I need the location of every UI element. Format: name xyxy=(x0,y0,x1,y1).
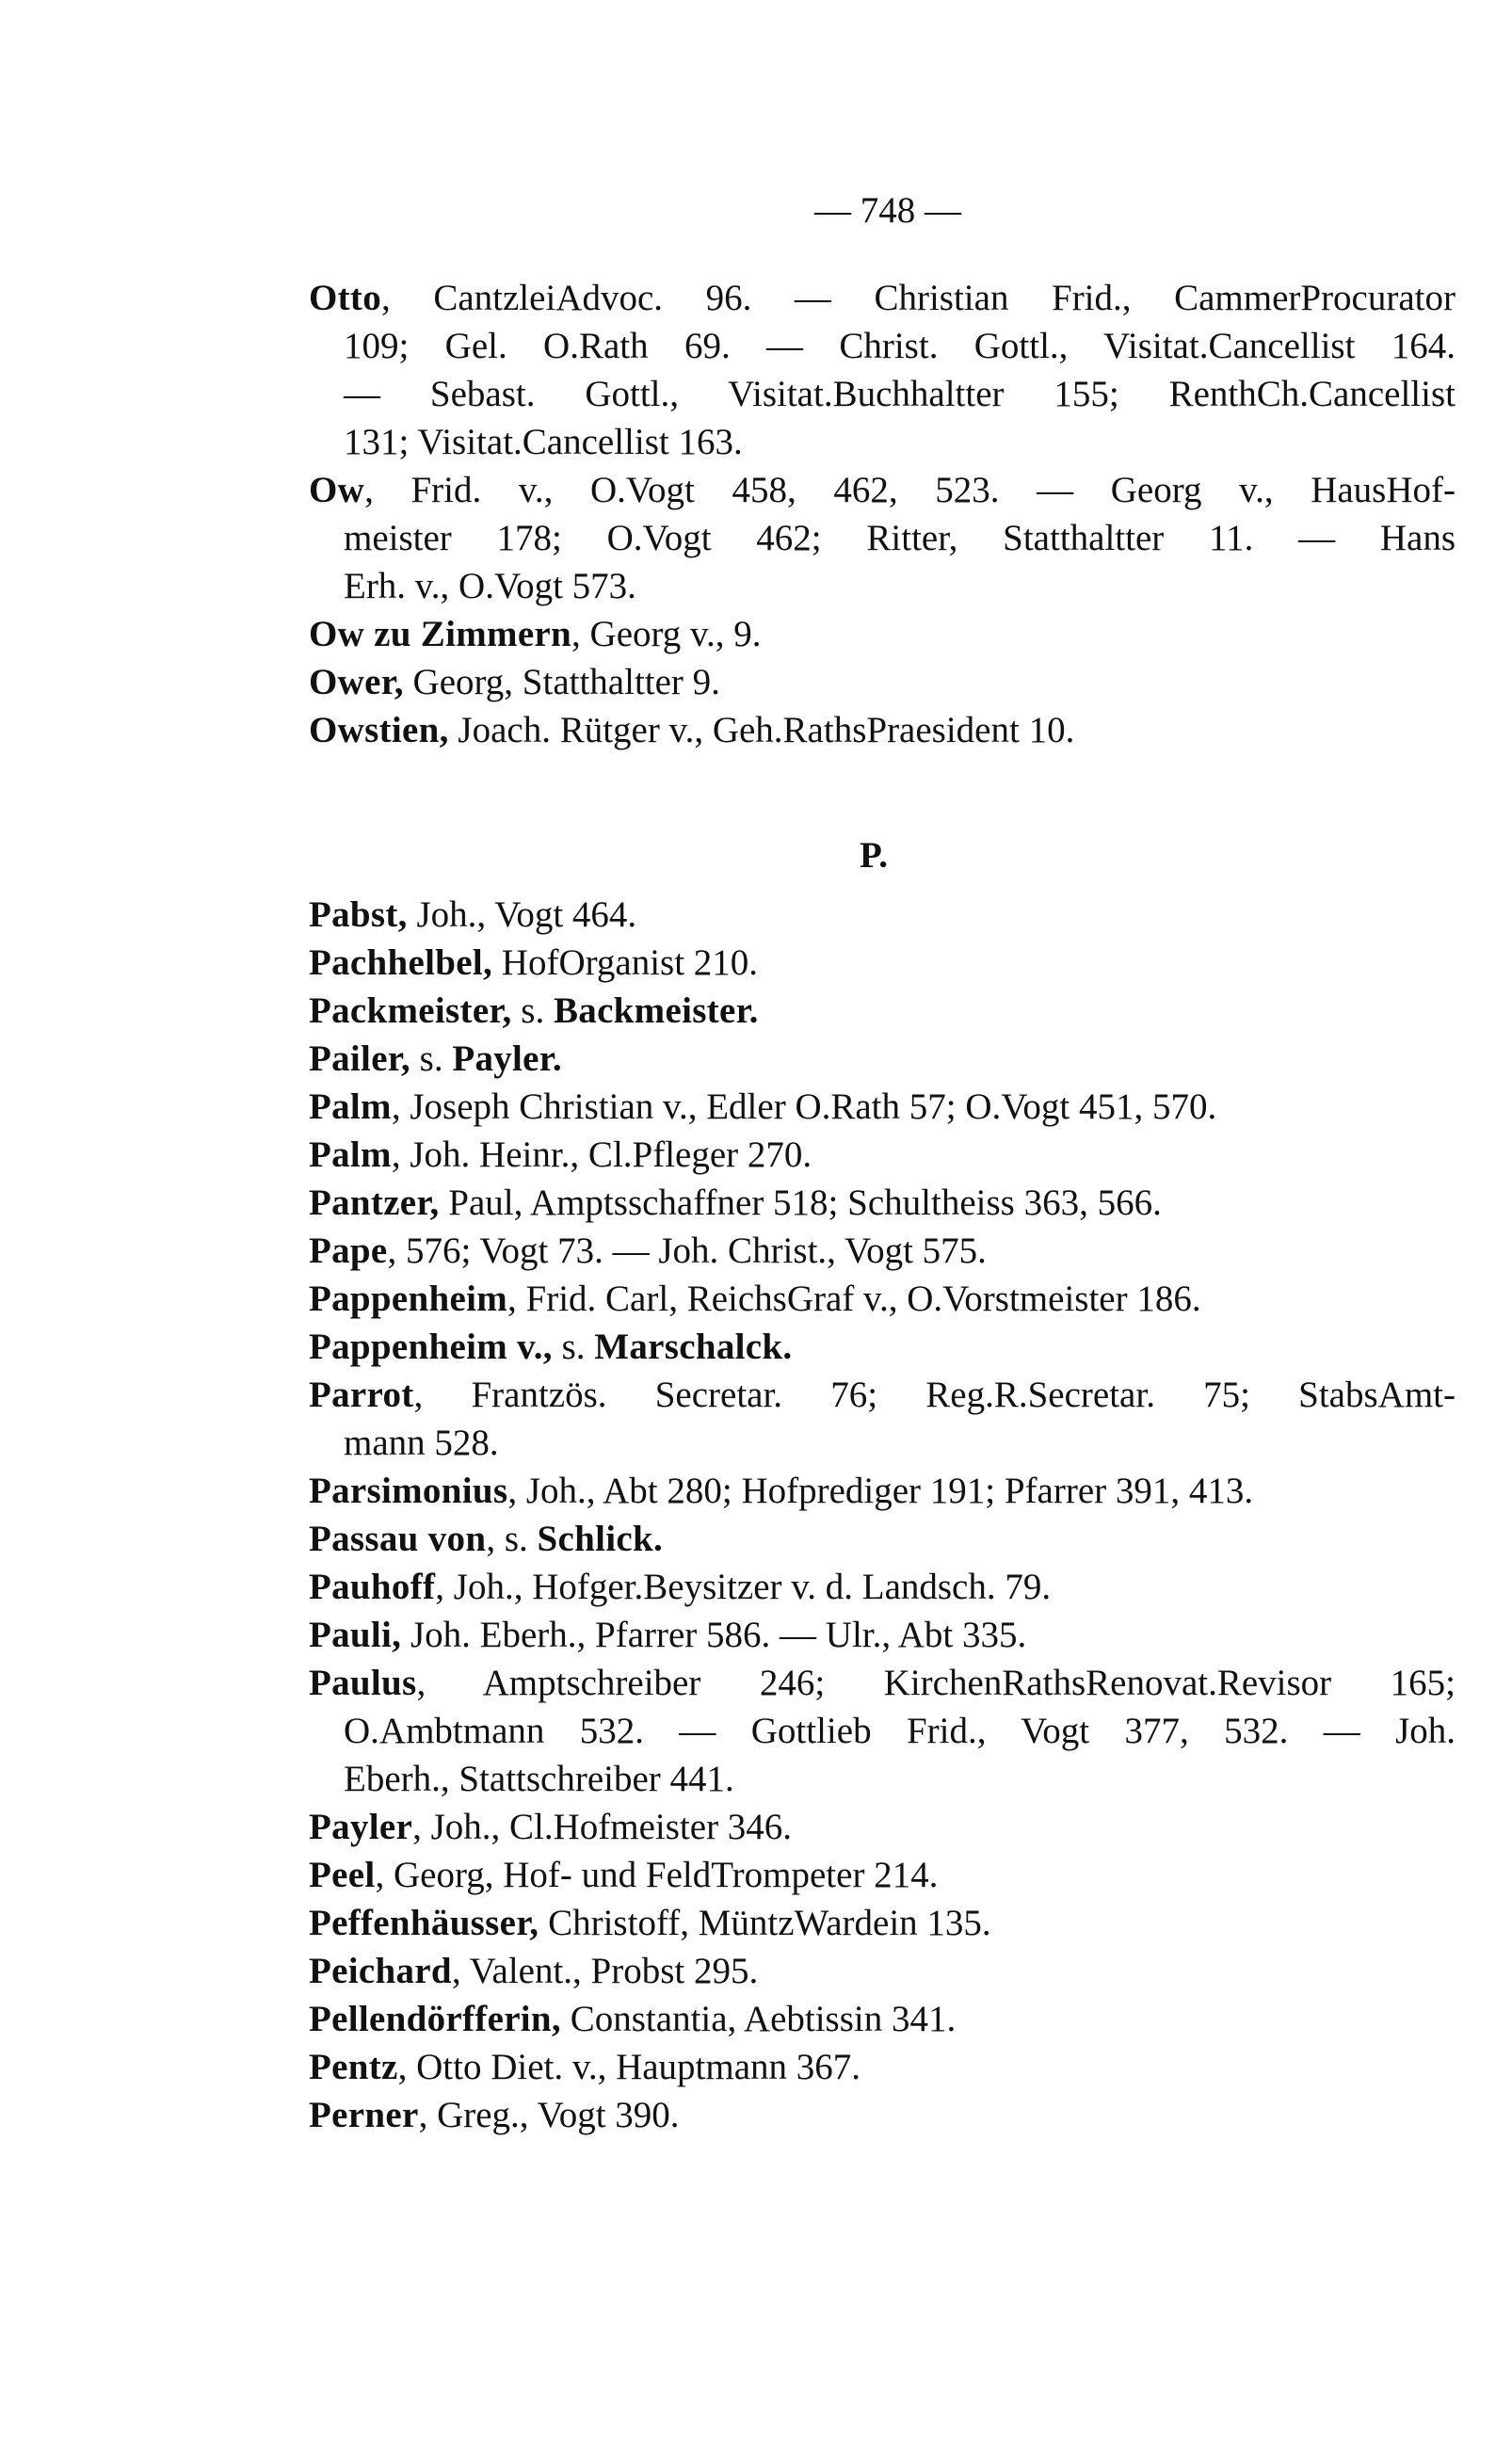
entry-text: , s. xyxy=(486,1519,538,1559)
entry-line xyxy=(309,1803,1456,1851)
entry-name: Pentz xyxy=(309,2047,398,2087)
index-entry xyxy=(309,610,1456,658)
entry-line xyxy=(309,514,1456,562)
index-entry xyxy=(309,1851,1456,1899)
index-entry xyxy=(309,1899,1456,1947)
entry-text: , Frid. Carl, ReichsGraf v., O.Vorstmeister 186. xyxy=(507,1279,1201,1319)
cross-reference: Schlick. xyxy=(537,1519,664,1559)
entry-name: Pappenheim xyxy=(309,1279,508,1319)
index-entry xyxy=(309,1563,1456,1611)
entry-name: Pape xyxy=(309,1231,388,1271)
entry-name: Ow xyxy=(309,470,365,510)
entry-text: , Otto Diet. v., Hauptmann 367. xyxy=(397,2047,861,2087)
entry-name: Palm xyxy=(309,1086,392,1127)
entry-line xyxy=(309,1227,1456,1275)
entry-line xyxy=(309,1323,1456,1371)
entry-line xyxy=(309,1899,1456,1947)
entry-text: s. xyxy=(511,990,554,1031)
entry-line xyxy=(309,2091,1456,2139)
entry-text: , Joh., Abt 280; Hofprediger 191; Pfarrer 391, 413. xyxy=(507,1471,1254,1511)
section-heading-p: P. xyxy=(860,835,888,876)
entry-name: Owstien, xyxy=(309,710,449,750)
index-entry xyxy=(309,1083,1456,1131)
entry-name: Perner xyxy=(309,2095,419,2135)
entry-name: Pellendörfferin, xyxy=(309,1999,561,2039)
entry-text: Eberh., Stattschreiber 441. xyxy=(344,1759,734,1799)
entry-text: 109; Gel. O.Rath 69. — Christ. Gottl., Visitat.Cancellist 164. xyxy=(344,326,1456,366)
entry-line xyxy=(309,466,1456,514)
entry-text: , Amptschreiber 246; KirchenRathsRenovat.Revisor 165; xyxy=(416,1663,1456,1703)
entry-line xyxy=(309,2043,1456,2091)
index-entry xyxy=(309,658,1456,706)
entry-line xyxy=(309,891,1456,939)
entry-name: Otto xyxy=(309,278,382,318)
entry-line xyxy=(309,370,1456,418)
entry-text: Joach. Rütger v., Geh.RathsPraesident 10. xyxy=(448,710,1075,750)
entry-name: Pachhelbel, xyxy=(309,942,493,983)
entry-name: Parsimonius xyxy=(309,1471,508,1511)
entry-text: Constantia, Aebtissin 341. xyxy=(560,1999,957,2039)
entry-name: Paulus xyxy=(309,1663,417,1703)
index-entry xyxy=(309,1947,1456,1995)
entry-name: Pabst, xyxy=(309,894,408,935)
entry-text: , Georg, Hof- und FeldTrompeter 214. xyxy=(375,1855,939,1895)
index-entry xyxy=(309,1467,1456,1515)
entry-name: Passau von xyxy=(309,1519,487,1559)
entry-name: Payler xyxy=(309,1807,413,1847)
entry-line xyxy=(309,610,1456,658)
index-entry xyxy=(309,1179,1456,1227)
entry-text: , Joh., Cl.Hofmeister 346. xyxy=(412,1807,793,1847)
entry-name: Peichard xyxy=(309,1951,452,1991)
entry-text: Paul, Amptsschaffner 518; Schultheiss 363, 566. xyxy=(439,1183,1162,1223)
entry-text: , Greg., Vogt 390. xyxy=(418,2095,680,2135)
entry-text: mann 528. xyxy=(344,1423,499,1463)
index-entry xyxy=(309,1995,1456,2043)
entry-text: , Joh., Hofger.Beysitzer v. d. Landsch. 79. xyxy=(435,1567,1052,1607)
index-entry xyxy=(309,987,1456,1035)
entry-name: Pauli, xyxy=(309,1615,402,1655)
entry-name: Parrot xyxy=(309,1375,414,1415)
entry-text: Joh. Eberh., Pfarrer 586. — Ulr., Abt 335. xyxy=(401,1615,1027,1655)
index-entry xyxy=(309,939,1456,987)
entry-line xyxy=(309,1179,1456,1227)
cross-reference: Payler. xyxy=(452,1038,562,1079)
entry-line xyxy=(309,1515,1456,1563)
entry-line xyxy=(309,706,1456,754)
index-entry xyxy=(309,1131,1456,1179)
entry-name: Pappenheim v., xyxy=(309,1327,553,1367)
index-entry xyxy=(309,1515,1456,1563)
entry-text: — Sebast. Gottl., Visitat.Buchhaltter 155; RenthCh.Cancellist xyxy=(344,374,1456,414)
entry-line xyxy=(309,562,1456,610)
entry-name: Pauhoff xyxy=(309,1567,436,1607)
entry-line xyxy=(309,1611,1456,1659)
entry-line xyxy=(309,418,1456,466)
entry-text: s. xyxy=(410,1038,453,1079)
entry-name: Pantzer, xyxy=(309,1183,440,1223)
entry-line xyxy=(309,1419,1456,1467)
index-entry xyxy=(309,1803,1456,1851)
index-entry xyxy=(309,1275,1456,1323)
index-entry xyxy=(309,1371,1456,1467)
entry-name: Peel xyxy=(309,1855,376,1895)
entry-text: , CantzleiAdvoc. 96. — Christian Frid., CammerProcurator xyxy=(381,278,1456,318)
entry-text: Erh. v., O.Vogt 573. xyxy=(344,566,636,606)
entry-line xyxy=(309,1371,1456,1419)
entry-name: Palm xyxy=(309,1134,392,1175)
entry-text: HofOrganist 210. xyxy=(492,942,759,983)
index-entry xyxy=(309,2043,1456,2091)
entry-name: Ow zu Zimmern xyxy=(309,614,572,654)
entry-name: Packmeister, xyxy=(309,990,512,1031)
page-number xyxy=(0,186,1512,234)
entry-text: , 576; Vogt 73. — Joh. Christ., Vogt 575. xyxy=(387,1231,987,1271)
cross-reference: Backmeister. xyxy=(553,990,759,1031)
index-section-p xyxy=(309,891,1456,2139)
entry-line xyxy=(309,658,1456,706)
entry-line xyxy=(309,1947,1456,1995)
entry-text: Joh., Vogt 464. xyxy=(407,894,637,935)
entry-line xyxy=(309,1275,1456,1323)
index-entry xyxy=(309,1035,1456,1083)
entry-text: Georg, Statthaltter 9. xyxy=(403,662,720,702)
index-entry xyxy=(309,466,1456,610)
entry-line xyxy=(309,1659,1456,1707)
entry-text: meister 178; O.Vogt 462; Ritter, Statthaltter 11. — Hans xyxy=(344,518,1456,558)
entry-text: , Frantzös. Secretar. 76; Reg.R.Secretar. 75; StabsAmt- xyxy=(413,1375,1456,1415)
entry-line xyxy=(309,1131,1456,1179)
cross-reference: Marschalck. xyxy=(594,1327,793,1367)
index-entry xyxy=(309,2091,1456,2139)
entry-text: , Frid. v., O.Vogt 458, 462, 523. — Georg v., HausHof- xyxy=(364,470,1456,510)
index-entry xyxy=(309,1611,1456,1659)
entry-line xyxy=(309,1467,1456,1515)
entry-name: Ower, xyxy=(309,662,404,702)
entry-text: O.Ambtmann 532. — Gottlieb Frid., Vogt 377, 532. — Joh. xyxy=(344,1711,1456,1751)
entry-line xyxy=(309,322,1456,370)
index-section-o xyxy=(309,274,1456,754)
index-entry xyxy=(309,1659,1456,1803)
entry-line xyxy=(309,987,1456,1035)
entry-name: Pailer, xyxy=(309,1038,410,1079)
index-entry xyxy=(309,1227,1456,1275)
entry-line xyxy=(309,939,1456,987)
entry-line xyxy=(309,1851,1456,1899)
index-entry xyxy=(309,1323,1456,1371)
entry-line xyxy=(309,1563,1456,1611)
entry-name: Peffenhäusser, xyxy=(309,1903,539,1943)
entry-text: s. xyxy=(552,1327,595,1367)
entry-text: Christoff, MüntzWardein 135. xyxy=(539,1903,991,1943)
index-entry xyxy=(309,706,1456,754)
entry-line xyxy=(309,274,1456,322)
index-entry xyxy=(309,891,1456,939)
entry-line xyxy=(309,1995,1456,2043)
entry-line xyxy=(309,1083,1456,1131)
index-entry xyxy=(309,274,1456,466)
entry-text: , Joh. Heinr., Cl.Pfleger 270. xyxy=(391,1134,812,1175)
entry-line xyxy=(309,1707,1456,1755)
entry-text: , Valent., Probst 295. xyxy=(451,1951,759,1991)
entry-line xyxy=(309,1035,1456,1083)
page-number-text: — 748 — xyxy=(814,190,961,231)
entry-text: , Joseph Christian v., Edler O.Rath 57; O.Vogt 451, 570. xyxy=(391,1086,1217,1127)
entry-line xyxy=(309,1755,1456,1803)
entry-text: , Georg v., 9. xyxy=(571,614,762,654)
entry-text: 131; Visitat.Cancellist 163. xyxy=(344,422,743,462)
